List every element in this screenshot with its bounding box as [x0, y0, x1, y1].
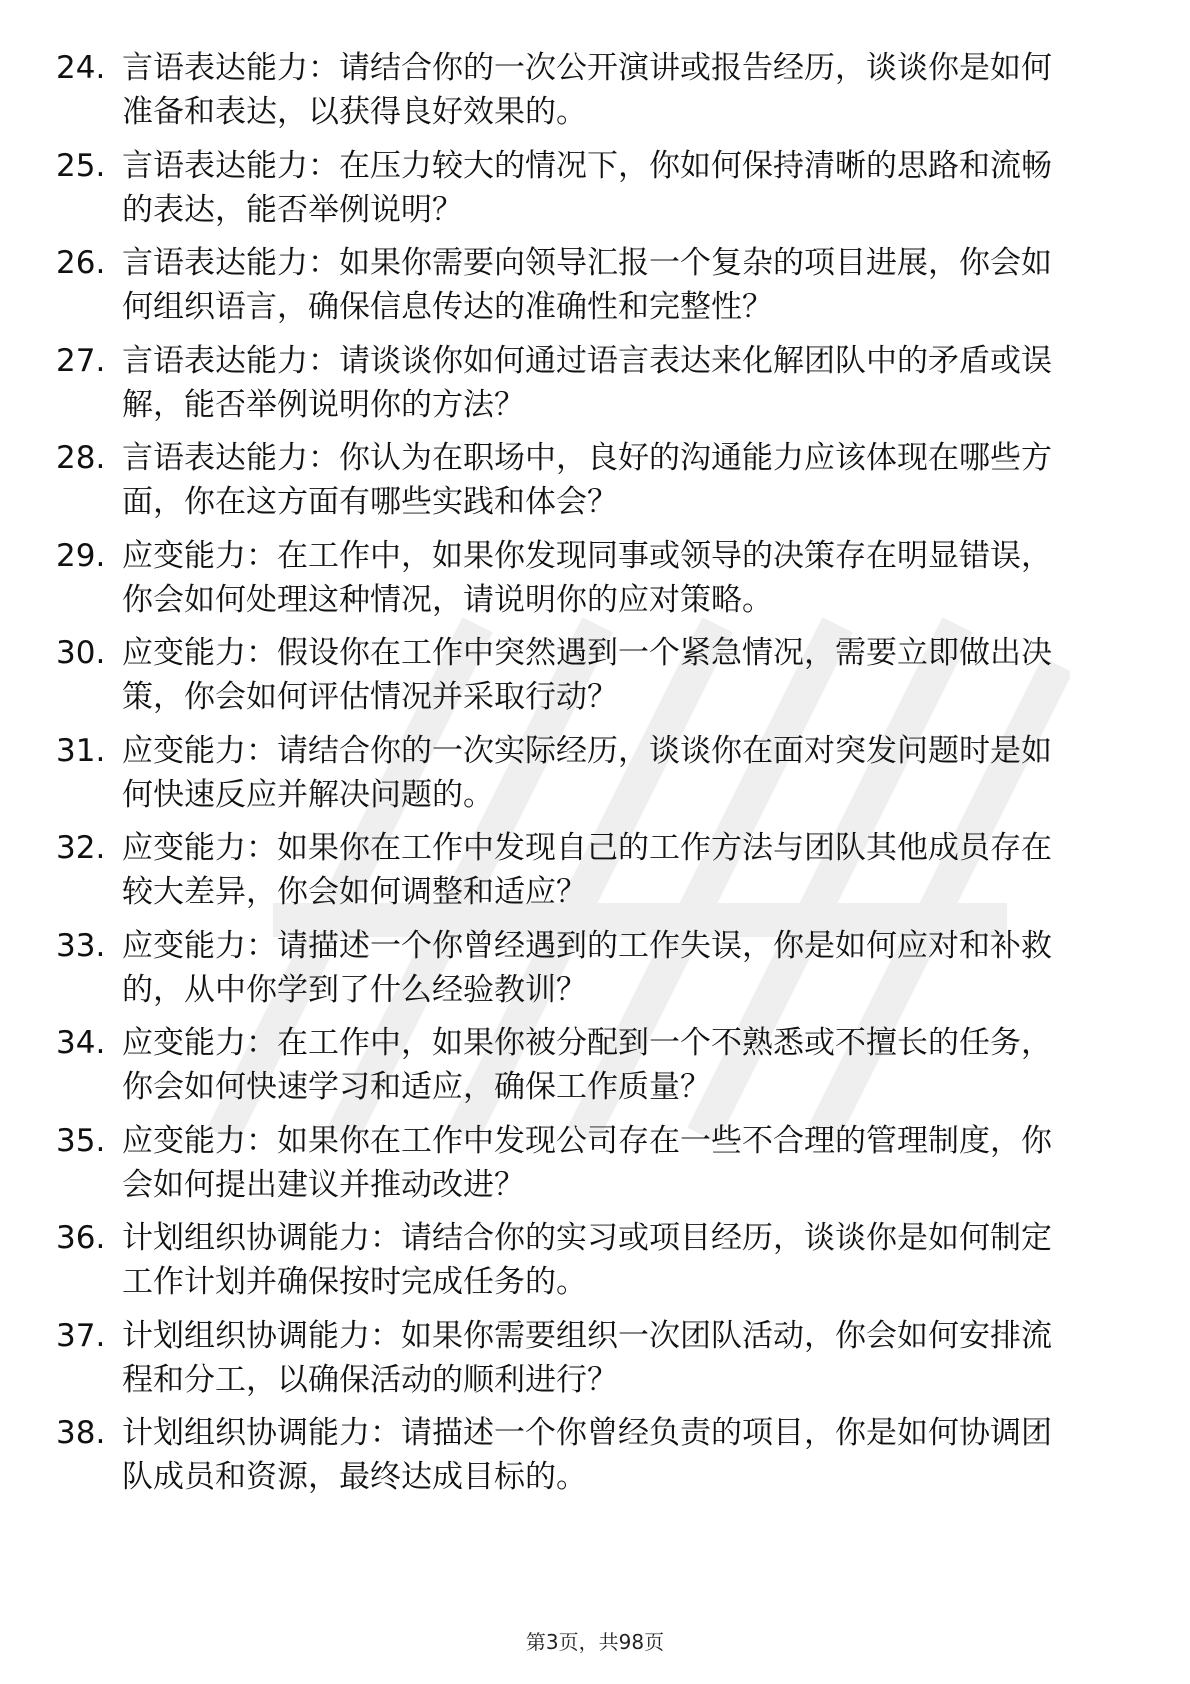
- question-number: 36.: [56, 1220, 106, 1256]
- question-number: 28.: [56, 440, 106, 476]
- question-item: [56, 1216, 1136, 1314]
- question-number: 27.: [56, 342, 106, 379]
- question-list: [56, 46, 1136, 1509]
- question-number: 25.: [56, 147, 106, 184]
- question-text: 应变能力：请描述一个你曾经遇到的工作失误，你是如何应对和补救的，从中你学到了什么经验教训？: [122, 927, 1052, 1008]
- question-text: 应变能力：在工作中，如果你被分配到一个不熟悉或不擅长的任务，你会如何快速学习和适应，确保工作质量？: [122, 1025, 1052, 1105]
- question-item: [56, 826, 1136, 924]
- question-item: [56, 534, 1136, 632]
- question-text: 计划组织协调能力：请结合你的实习或项目经历，谈谈你是如何制定工作计划并确保按时完成任务的。: [122, 1220, 1052, 1300]
- question-number: 29.: [56, 537, 106, 574]
- question-item: [56, 1021, 1136, 1119]
- question-number: 35.: [56, 1122, 106, 1159]
- question-number: 38.: [56, 1415, 106, 1451]
- question-item: [56, 46, 1136, 144]
- question-number: 32.: [56, 830, 106, 866]
- question-item: [56, 436, 1136, 534]
- question-text: 应变能力：假设你在工作中突然遇到一个紧急情况，需要立即做出决策，你会如何评估情况并采取行动？: [122, 635, 1052, 715]
- question-item: [56, 924, 1136, 1022]
- question-text: 应变能力：请结合你的一次实际经历，谈谈你在面对突发问题时是如何快速反应并解决问题的。: [122, 732, 1052, 813]
- question-text: 言语表达能力：如果你需要向领导汇报一个复杂的项目进展，你会如何组织语言，确保信息传达的准确性和完整性？: [122, 245, 1052, 325]
- question-number: 34.: [56, 1025, 106, 1061]
- question-item: [56, 241, 1136, 339]
- question-text: 言语表达能力：你认为在职场中，良好的沟通能力应该体现在哪些方面，你在这方面有哪些实践和体会？: [122, 440, 1052, 520]
- question-item: [56, 1314, 1136, 1412]
- question-number: 37.: [56, 1317, 106, 1354]
- question-number: 33.: [56, 927, 106, 964]
- question-text: 言语表达能力：请谈谈你如何通过语言表达来化解团队中的矛盾或误解，能否举例说明你的方法？: [122, 342, 1052, 423]
- page-number: 第3页，共98页: [525, 1630, 665, 1654]
- question-item: [56, 144, 1136, 242]
- question-item: [56, 631, 1136, 729]
- question-text: 应变能力：如果你在工作中发现自己的工作方法与团队其他成员存在较大差异，你会如何调整和适应？: [122, 830, 1052, 910]
- question-number: 24.: [56, 50, 106, 86]
- question-text: 计划组织协调能力：请描述一个你曾经负责的项目，你是如何协调团队成员和资源，最终达成目标的。: [122, 1415, 1052, 1495]
- question-number: 31.: [56, 732, 106, 769]
- question-item: [56, 1411, 1136, 1509]
- question-text: 计划组织协调能力：如果你需要组织一次团队活动，你会如何安排流程和分工，以确保活动的顺利进行？: [122, 1317, 1052, 1398]
- question-item: [56, 729, 1136, 827]
- question-text: 应变能力：如果你在工作中发现公司存在一些不合理的管理制度，你会如何提出建议并推动改进？: [122, 1122, 1052, 1203]
- question-number: 26.: [56, 245, 106, 281]
- question-number: 30.: [56, 635, 106, 671]
- question-item: [56, 1119, 1136, 1217]
- question-text: 言语表达能力：请结合你的一次公开演讲或报告经历，谈谈你是如何准备和表达，以获得良好效果的。: [122, 50, 1052, 130]
- question-text: 应变能力：在工作中，如果你发现同事或领导的决策存在明显错误，你会如何处理这种情况，请说明你的应对策略。: [122, 537, 1052, 618]
- question-item: [56, 339, 1136, 437]
- question-text: 言语表达能力：在压力较大的情况下，你如何保持清晰的思路和流畅的表达，能否举例说明？: [122, 147, 1052, 228]
